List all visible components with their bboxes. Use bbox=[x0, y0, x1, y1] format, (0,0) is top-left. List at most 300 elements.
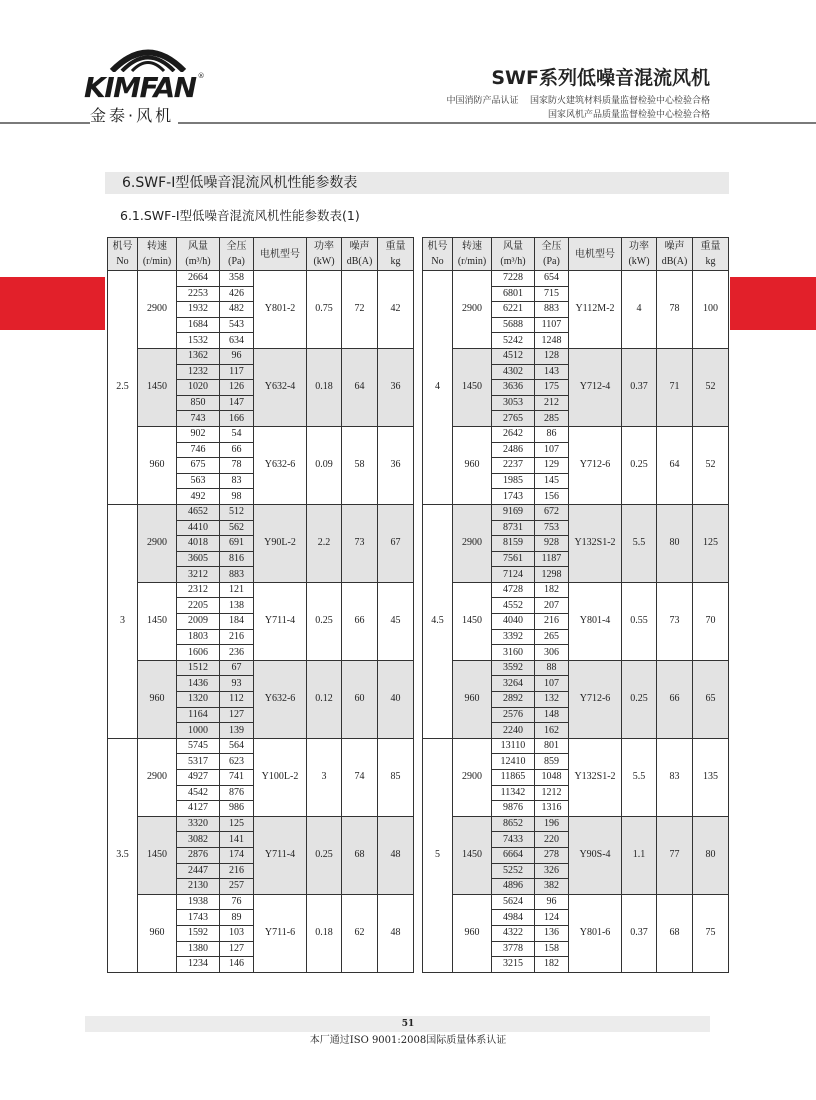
motor-model-cell: Y712-6 bbox=[569, 426, 622, 504]
speed-cell: 2900 bbox=[138, 271, 177, 349]
airflow-cell: 11342 bbox=[492, 785, 535, 801]
airflow-cell: 8159 bbox=[492, 536, 535, 552]
pressure-cell: 816 bbox=[220, 551, 254, 567]
table-row bbox=[108, 348, 414, 364]
motor-model-cell: Y711-4 bbox=[254, 816, 307, 894]
speed-cell: 960 bbox=[453, 660, 492, 738]
table-row bbox=[108, 504, 414, 520]
airflow-cell: 4728 bbox=[492, 582, 535, 598]
pressure-cell: 883 bbox=[220, 567, 254, 583]
airflow-cell: 6801 bbox=[492, 286, 535, 302]
airflow-cell: 4018 bbox=[177, 536, 220, 552]
pressure-cell: 125 bbox=[220, 816, 254, 832]
pressure-cell: 156 bbox=[535, 489, 569, 505]
power-cell: 2.2 bbox=[307, 504, 342, 582]
speed-cell: 2900 bbox=[453, 738, 492, 816]
header-unit: (Pa) bbox=[228, 256, 245, 267]
power-cell: 0.25 bbox=[307, 816, 342, 894]
airflow-cell: 4322 bbox=[492, 925, 535, 941]
header-unit: dB(A) bbox=[346, 256, 373, 267]
speed-cell: 2900 bbox=[138, 504, 177, 582]
pressure-cell: 358 bbox=[220, 271, 254, 287]
weight-cell: 48 bbox=[378, 816, 414, 894]
airflow-cell: 13110 bbox=[492, 738, 535, 754]
subsection-title: 6.1.SWF-I型低噪音混流风机性能参数表(1) bbox=[120, 208, 360, 223]
table-row bbox=[423, 816, 729, 832]
pressure-cell: 112 bbox=[220, 692, 254, 708]
fan-number-cell: 3.5 bbox=[108, 738, 138, 972]
weight-cell: 40 bbox=[378, 660, 414, 738]
airflow-cell: 1320 bbox=[177, 692, 220, 708]
airflow-cell: 743 bbox=[177, 411, 220, 427]
airflow-cell: 1000 bbox=[177, 723, 220, 739]
pressure-cell: 126 bbox=[220, 380, 254, 396]
airflow-cell: 4410 bbox=[177, 520, 220, 536]
header-unit: (r/min) bbox=[142, 256, 172, 267]
header-col-speed bbox=[138, 238, 177, 271]
weight-cell: 100 bbox=[693, 271, 729, 349]
weight-cell: 85 bbox=[378, 738, 414, 816]
table-row bbox=[108, 738, 414, 754]
pressure-cell: 265 bbox=[535, 629, 569, 645]
power-cell: 0.09 bbox=[307, 426, 342, 504]
weight-cell: 135 bbox=[693, 738, 729, 816]
weight-cell: 45 bbox=[378, 582, 414, 660]
airflow-cell: 3392 bbox=[492, 629, 535, 645]
airflow-cell: 4127 bbox=[177, 801, 220, 817]
pressure-cell: 876 bbox=[220, 785, 254, 801]
table-row bbox=[108, 894, 414, 910]
pressure-cell: 928 bbox=[535, 536, 569, 552]
airflow-cell: 2009 bbox=[177, 614, 220, 630]
header-label: 电机型号 bbox=[260, 248, 300, 260]
noise-cell: 64 bbox=[657, 426, 693, 504]
weight-cell: 48 bbox=[378, 894, 414, 972]
header-unit: (r/min) bbox=[457, 256, 487, 267]
pressure-cell: 76 bbox=[220, 894, 254, 910]
red-side-band-right bbox=[730, 277, 816, 330]
airflow-cell: 5624 bbox=[492, 894, 535, 910]
noise-cell: 66 bbox=[657, 660, 693, 738]
pressure-cell: 207 bbox=[535, 598, 569, 614]
power-cell: 4 bbox=[622, 271, 657, 349]
weight-cell: 52 bbox=[693, 426, 729, 504]
airflow-cell: 2486 bbox=[492, 442, 535, 458]
pressure-cell: 89 bbox=[220, 910, 254, 926]
airflow-cell: 1232 bbox=[177, 364, 220, 380]
pressure-cell: 285 bbox=[535, 411, 569, 427]
weight-cell: 75 bbox=[693, 894, 729, 972]
pressure-cell: 174 bbox=[220, 847, 254, 863]
airflow-cell: 2664 bbox=[177, 271, 220, 287]
motor-model-cell: Y712-6 bbox=[569, 660, 622, 738]
weight-cell: 52 bbox=[693, 348, 729, 426]
airflow-cell: 4652 bbox=[177, 504, 220, 520]
header-label: 风量 bbox=[503, 241, 523, 252]
pressure-cell: 88 bbox=[535, 660, 569, 676]
pressure-cell: 196 bbox=[535, 816, 569, 832]
pressure-cell: 96 bbox=[220, 348, 254, 364]
weight-cell: 80 bbox=[693, 816, 729, 894]
airflow-cell: 1164 bbox=[177, 707, 220, 723]
airflow-cell: 1234 bbox=[177, 957, 220, 973]
power-cell: 5.5 bbox=[622, 738, 657, 816]
pressure-cell: 128 bbox=[535, 348, 569, 364]
motor-model-cell: Y132S1-2 bbox=[569, 738, 622, 816]
pressure-cell: 654 bbox=[535, 271, 569, 287]
airflow-cell: 8652 bbox=[492, 816, 535, 832]
power-cell: 5.5 bbox=[622, 504, 657, 582]
airflow-cell: 3215 bbox=[492, 957, 535, 973]
pressure-cell: 212 bbox=[535, 395, 569, 411]
power-cell: 0.12 bbox=[307, 660, 342, 738]
power-cell: 0.37 bbox=[622, 348, 657, 426]
airflow-cell: 492 bbox=[177, 489, 220, 505]
power-cell: 1.1 bbox=[622, 816, 657, 894]
speed-cell: 1450 bbox=[138, 348, 177, 426]
noise-cell: 73 bbox=[657, 582, 693, 660]
logo-wordmark: KIMFAN bbox=[84, 71, 196, 104]
noise-cell: 68 bbox=[657, 894, 693, 972]
motor-model-cell: Y90S-4 bbox=[569, 816, 622, 894]
header-col-flow bbox=[492, 238, 535, 271]
pressure-cell: 691 bbox=[220, 536, 254, 552]
airflow-cell: 2205 bbox=[177, 598, 220, 614]
noise-cell: 64 bbox=[342, 348, 378, 426]
header-label: 全压 bbox=[541, 241, 562, 252]
header-unit: (kW) bbox=[628, 256, 650, 267]
pressure-cell: 83 bbox=[220, 473, 254, 489]
pressure-cell: 634 bbox=[220, 333, 254, 349]
table-row bbox=[423, 426, 729, 442]
pressure-cell: 96 bbox=[535, 894, 569, 910]
airflow-cell: 3053 bbox=[492, 395, 535, 411]
pressure-cell: 117 bbox=[220, 364, 254, 380]
motor-model-cell: Y112M-2 bbox=[569, 271, 622, 349]
header-label: 噪声 bbox=[349, 241, 370, 252]
header-unit: (m³/h) bbox=[185, 256, 211, 267]
table-row bbox=[423, 660, 729, 676]
pressure-cell: 672 bbox=[535, 504, 569, 520]
airflow-cell: 1684 bbox=[177, 317, 220, 333]
airflow-cell: 3320 bbox=[177, 816, 220, 832]
airflow-cell: 12410 bbox=[492, 754, 535, 770]
header-col-motor bbox=[569, 238, 622, 271]
pressure-cell: 175 bbox=[535, 380, 569, 396]
airflow-cell: 3082 bbox=[177, 832, 220, 848]
motor-model-cell: Y90L-2 bbox=[254, 504, 307, 582]
airflow-cell: 5242 bbox=[492, 333, 535, 349]
pressure-cell: 1298 bbox=[535, 567, 569, 583]
noise-cell: 60 bbox=[342, 660, 378, 738]
airflow-cell: 1938 bbox=[177, 894, 220, 910]
pressure-cell: 801 bbox=[535, 738, 569, 754]
speed-cell: 960 bbox=[138, 660, 177, 738]
performance-table-right bbox=[422, 237, 729, 973]
header-label: 全压 bbox=[226, 241, 247, 252]
noise-cell: 71 bbox=[657, 348, 693, 426]
header-col-no bbox=[108, 238, 138, 271]
airflow-cell: 1606 bbox=[177, 645, 220, 661]
pressure-cell: 78 bbox=[220, 458, 254, 474]
airflow-cell: 9876 bbox=[492, 801, 535, 817]
airflow-cell: 2765 bbox=[492, 411, 535, 427]
header-label: 转速 bbox=[147, 241, 167, 252]
power-cell: 0.25 bbox=[307, 582, 342, 660]
motor-model-cell: Y632-6 bbox=[254, 660, 307, 738]
airflow-cell: 5317 bbox=[177, 754, 220, 770]
airflow-cell: 3160 bbox=[492, 645, 535, 661]
noise-cell: 73 bbox=[342, 504, 378, 582]
pressure-cell: 103 bbox=[220, 925, 254, 941]
weight-cell: 67 bbox=[378, 504, 414, 582]
pressure-cell: 121 bbox=[220, 582, 254, 598]
pressure-cell: 162 bbox=[535, 723, 569, 739]
airflow-cell: 5745 bbox=[177, 738, 220, 754]
weight-cell: 70 bbox=[693, 582, 729, 660]
table-row bbox=[108, 816, 414, 832]
fan-number-cell: 3 bbox=[108, 504, 138, 738]
motor-model-cell: Y711-6 bbox=[254, 894, 307, 972]
pressure-cell: 1187 bbox=[535, 551, 569, 567]
motor-model-cell: Y801-4 bbox=[569, 582, 622, 660]
airflow-cell: 4542 bbox=[177, 785, 220, 801]
table-row bbox=[423, 738, 729, 754]
pressure-cell: 306 bbox=[535, 645, 569, 661]
motor-model-cell: Y801-6 bbox=[569, 894, 622, 972]
header-col-noise bbox=[657, 238, 693, 271]
logo-fan-arc-icon bbox=[108, 40, 188, 72]
pressure-cell: 986 bbox=[220, 801, 254, 817]
airflow-cell: 1436 bbox=[177, 676, 220, 692]
fan-number-cell: 4 bbox=[423, 271, 453, 505]
fan-number-cell: 4.5 bbox=[423, 504, 453, 738]
speed-cell: 960 bbox=[138, 894, 177, 972]
fan-number-cell: 5 bbox=[423, 738, 453, 972]
header-col-pressure bbox=[220, 238, 254, 271]
speed-cell: 1450 bbox=[453, 582, 492, 660]
speed-cell: 2900 bbox=[453, 271, 492, 349]
airflow-cell: 3212 bbox=[177, 567, 220, 583]
header-unit: No bbox=[431, 256, 444, 267]
table-row bbox=[108, 271, 414, 287]
airflow-cell: 5252 bbox=[492, 863, 535, 879]
header-row bbox=[108, 238, 414, 271]
airflow-cell: 4512 bbox=[492, 348, 535, 364]
airflow-cell: 902 bbox=[177, 426, 220, 442]
airflow-cell: 7561 bbox=[492, 551, 535, 567]
header-col-no bbox=[423, 238, 453, 271]
airflow-cell: 7433 bbox=[492, 832, 535, 848]
header-col-noise bbox=[342, 238, 378, 271]
header-unit: (m³/h) bbox=[500, 256, 526, 267]
pressure-cell: 139 bbox=[220, 723, 254, 739]
airflow-cell: 7124 bbox=[492, 567, 535, 583]
header-col-flow bbox=[177, 238, 220, 271]
pressure-cell: 54 bbox=[220, 426, 254, 442]
pressure-cell: 136 bbox=[535, 925, 569, 941]
speed-cell: 1450 bbox=[453, 816, 492, 894]
pressure-cell: 129 bbox=[535, 458, 569, 474]
airflow-cell: 2892 bbox=[492, 692, 535, 708]
pressure-cell: 543 bbox=[220, 317, 254, 333]
pressure-cell: 182 bbox=[535, 957, 569, 973]
airflow-cell: 9169 bbox=[492, 504, 535, 520]
table-row bbox=[423, 504, 729, 520]
pressure-cell: 166 bbox=[220, 411, 254, 427]
noise-cell: 77 bbox=[657, 816, 693, 894]
pressure-cell: 147 bbox=[220, 395, 254, 411]
pressure-cell: 143 bbox=[535, 364, 569, 380]
motor-model-cell: Y632-4 bbox=[254, 348, 307, 426]
weight-cell: 42 bbox=[378, 271, 414, 349]
pressure-cell: 236 bbox=[220, 645, 254, 661]
pressure-cell: 86 bbox=[535, 426, 569, 442]
pressure-cell: 127 bbox=[220, 941, 254, 957]
footer-certification: 本厂通过ISO 9001:2008国际质量体系认证 bbox=[309, 1035, 507, 1046]
pressure-cell: 93 bbox=[220, 676, 254, 692]
pressure-cell: 148 bbox=[535, 707, 569, 723]
logo bbox=[84, 72, 205, 104]
airflow-cell: 2876 bbox=[177, 847, 220, 863]
pressure-cell: 278 bbox=[535, 847, 569, 863]
document-title: SWF系列低噪音混流风机 bbox=[491, 67, 710, 89]
motor-model-cell: Y712-4 bbox=[569, 348, 622, 426]
pressure-cell: 141 bbox=[220, 832, 254, 848]
performance-table-left bbox=[107, 237, 414, 973]
registered-mark-icon: ® bbox=[197, 72, 205, 80]
header-col-power bbox=[622, 238, 657, 271]
airflow-cell: 2253 bbox=[177, 286, 220, 302]
noise-cell: 83 bbox=[657, 738, 693, 816]
section-heading-bar bbox=[105, 172, 729, 194]
pressure-cell: 512 bbox=[220, 504, 254, 520]
airflow-cell: 1932 bbox=[177, 302, 220, 318]
pressure-cell: 184 bbox=[220, 614, 254, 630]
motor-model-cell: Y632-6 bbox=[254, 426, 307, 504]
pressure-cell: 216 bbox=[220, 629, 254, 645]
motor-model-cell: Y711-4 bbox=[254, 582, 307, 660]
pressure-cell: 326 bbox=[535, 863, 569, 879]
table-row bbox=[423, 894, 729, 910]
airflow-cell: 1512 bbox=[177, 660, 220, 676]
header-label: 功率 bbox=[629, 241, 649, 252]
airflow-cell: 2312 bbox=[177, 582, 220, 598]
airflow-cell: 4302 bbox=[492, 364, 535, 380]
table-row bbox=[108, 582, 414, 598]
airflow-cell: 3264 bbox=[492, 676, 535, 692]
speed-cell: 1450 bbox=[453, 348, 492, 426]
airflow-cell: 1362 bbox=[177, 348, 220, 364]
pressure-cell: 382 bbox=[535, 879, 569, 895]
pressure-cell: 107 bbox=[535, 442, 569, 458]
weight-cell: 36 bbox=[378, 426, 414, 504]
airflow-cell: 4927 bbox=[177, 770, 220, 786]
table-row bbox=[423, 271, 729, 287]
airflow-cell: 6664 bbox=[492, 847, 535, 863]
airflow-cell: 1380 bbox=[177, 941, 220, 957]
airflow-cell: 3636 bbox=[492, 380, 535, 396]
header-col-speed bbox=[453, 238, 492, 271]
airflow-cell: 4896 bbox=[492, 879, 535, 895]
pressure-cell: 107 bbox=[535, 676, 569, 692]
power-cell: 0.18 bbox=[307, 894, 342, 972]
weight-cell: 65 bbox=[693, 660, 729, 738]
pressure-cell: 741 bbox=[220, 770, 254, 786]
noise-cell: 66 bbox=[342, 582, 378, 660]
pressure-cell: 482 bbox=[220, 302, 254, 318]
pressure-cell: 1048 bbox=[535, 770, 569, 786]
noise-cell: 68 bbox=[342, 816, 378, 894]
power-cell: 0.37 bbox=[622, 894, 657, 972]
header-col-power bbox=[307, 238, 342, 271]
pressure-cell: 859 bbox=[535, 754, 569, 770]
airflow-cell: 2447 bbox=[177, 863, 220, 879]
header-label: 机号 bbox=[427, 241, 448, 252]
speed-cell: 960 bbox=[138, 426, 177, 504]
power-cell: 3 bbox=[307, 738, 342, 816]
pressure-cell: 426 bbox=[220, 286, 254, 302]
airflow-cell: 3592 bbox=[492, 660, 535, 676]
pressure-cell: 67 bbox=[220, 660, 254, 676]
motor-model-cell: Y100L-2 bbox=[254, 738, 307, 816]
airflow-cell: 563 bbox=[177, 473, 220, 489]
pressure-cell: 182 bbox=[535, 582, 569, 598]
header-label: 电机型号 bbox=[575, 248, 615, 260]
airflow-cell: 7228 bbox=[492, 271, 535, 287]
pressure-cell: 132 bbox=[535, 692, 569, 708]
pressure-cell: 564 bbox=[220, 738, 254, 754]
header-unit: kg bbox=[705, 256, 716, 267]
airflow-cell: 2130 bbox=[177, 879, 220, 895]
speed-cell: 1450 bbox=[138, 816, 177, 894]
noise-cell: 78 bbox=[657, 271, 693, 349]
pressure-cell: 216 bbox=[535, 614, 569, 630]
header-unit: kg bbox=[390, 256, 401, 267]
airflow-cell: 1743 bbox=[492, 489, 535, 505]
airflow-cell: 675 bbox=[177, 458, 220, 474]
noise-cell: 58 bbox=[342, 426, 378, 504]
motor-model-cell: Y132S1-2 bbox=[569, 504, 622, 582]
certification-line-1: 中国消防产品认证 国家防火建筑材料质量监督检验中心检验合格 bbox=[446, 96, 710, 106]
pressure-cell: 623 bbox=[220, 754, 254, 770]
pressure-cell: 216 bbox=[220, 863, 254, 879]
speed-cell: 2900 bbox=[453, 504, 492, 582]
airflow-cell: 4552 bbox=[492, 598, 535, 614]
speed-cell: 960 bbox=[453, 894, 492, 972]
pressure-cell: 66 bbox=[220, 442, 254, 458]
pressure-cell: 1248 bbox=[535, 333, 569, 349]
noise-cell: 74 bbox=[342, 738, 378, 816]
table-row bbox=[108, 660, 414, 676]
airflow-cell: 746 bbox=[177, 442, 220, 458]
pressure-cell: 127 bbox=[220, 707, 254, 723]
certification-line-2: 国家风机产品质量监督检验中心检验合格 bbox=[547, 110, 710, 120]
power-cell: 0.55 bbox=[622, 582, 657, 660]
airflow-cell: 3778 bbox=[492, 941, 535, 957]
table-row bbox=[423, 582, 729, 598]
pressure-cell: 753 bbox=[535, 520, 569, 536]
header-col-weight bbox=[378, 238, 414, 271]
airflow-cell: 11865 bbox=[492, 770, 535, 786]
airflow-cell: 850 bbox=[177, 395, 220, 411]
page-number: 51 bbox=[401, 1019, 415, 1029]
header-label: 噪声 bbox=[664, 241, 685, 252]
header-label: 风量 bbox=[188, 241, 208, 252]
header-label: 功率 bbox=[314, 241, 334, 252]
airflow-cell: 8731 bbox=[492, 520, 535, 536]
table-row bbox=[423, 348, 729, 364]
